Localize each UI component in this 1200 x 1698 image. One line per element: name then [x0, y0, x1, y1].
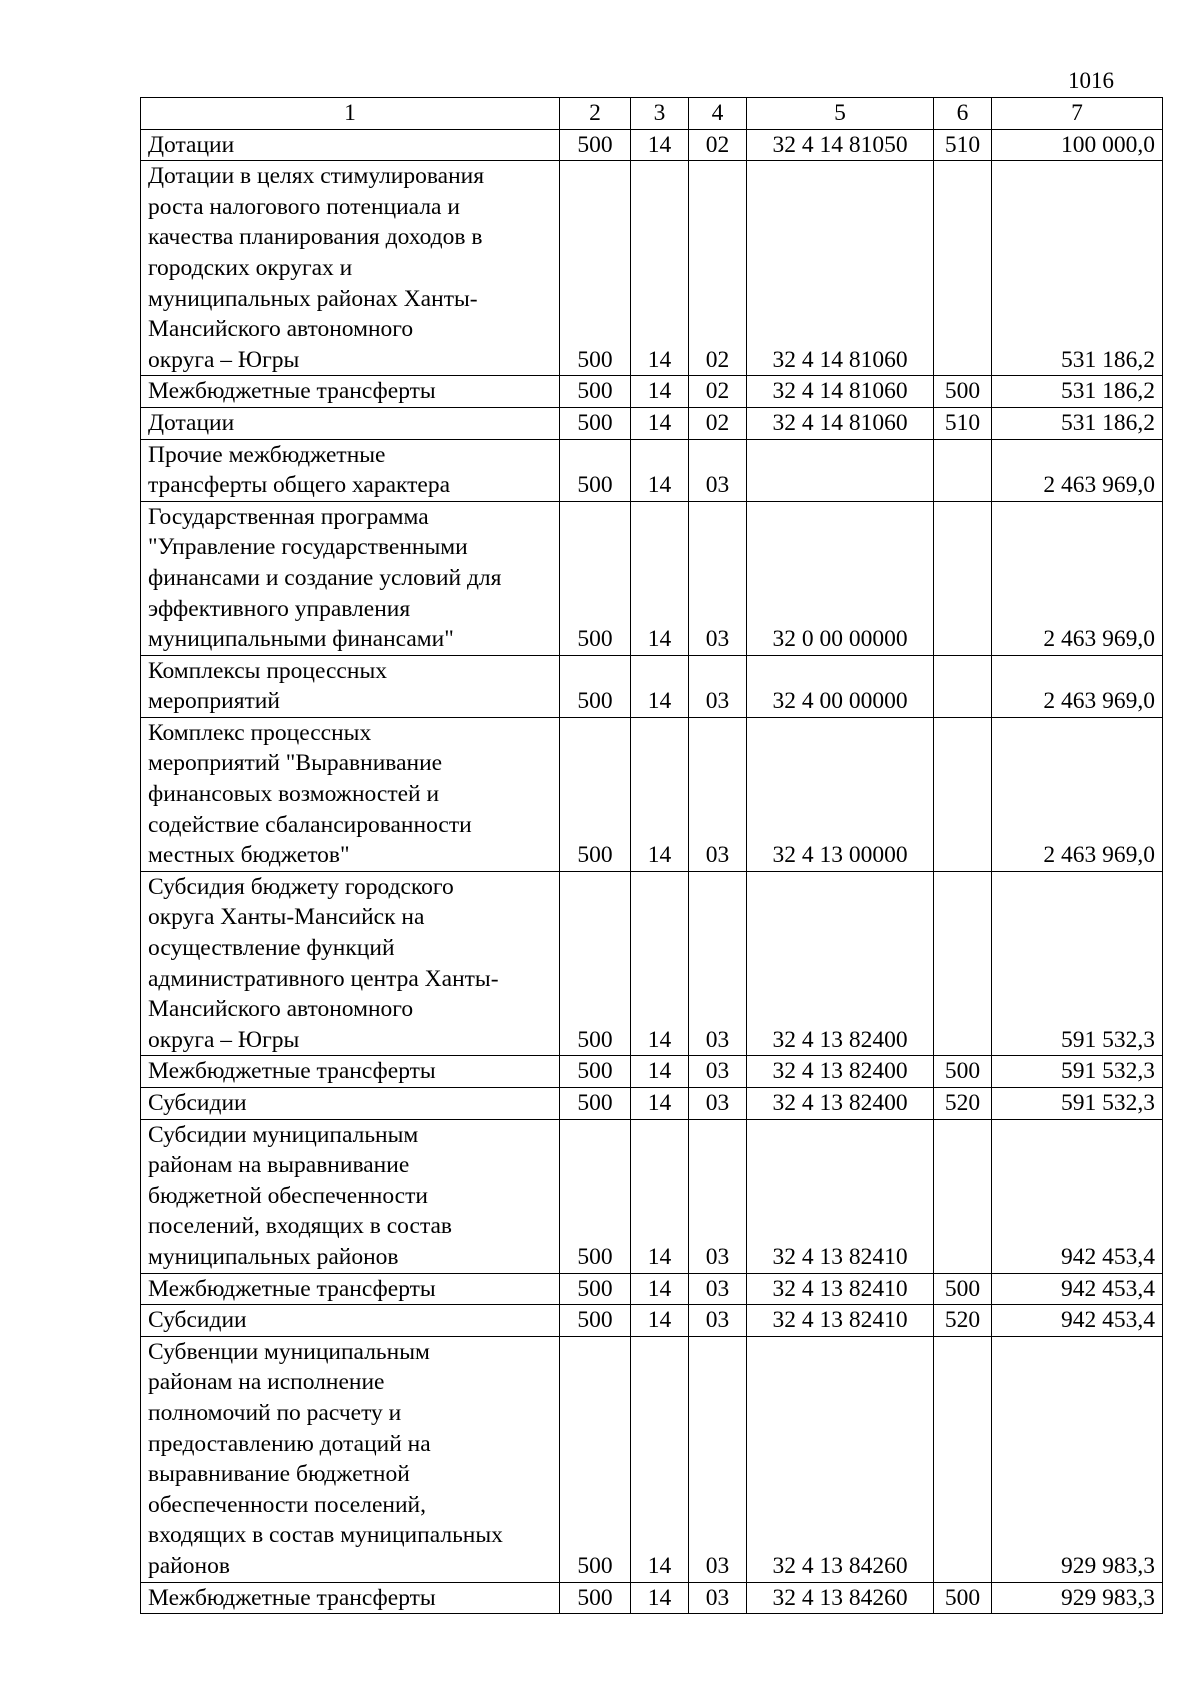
cell-col-2: 500: [560, 717, 631, 871]
cell-col-5: 32 4 13 82400: [747, 871, 934, 1056]
cell-col-3: 14: [631, 1305, 689, 1337]
cell-col-5: 32 0 00 00000: [747, 501, 934, 655]
cell-col-5: 32 4 00 00000: [747, 655, 934, 717]
cell-col-7: 929 983,3: [992, 1582, 1163, 1614]
cell-col-2: 500: [560, 871, 631, 1056]
cell-col-4: 03: [689, 1056, 747, 1088]
cell-name: Межбюджетные трансферты: [141, 1582, 560, 1614]
cell-col-7: 531 186,2: [992, 376, 1163, 408]
cell-name: Государственная программа "Управление государственными финансами и создание условий для эффективного управления муниципальными финансами": [141, 501, 560, 655]
page-number: 1016: [1068, 68, 1114, 93]
table-body: [141, 129, 1163, 1614]
cell-col-2: 500: [560, 129, 631, 161]
cell-col-2: 500: [560, 407, 631, 439]
cell-name: Межбюджетные трансферты: [141, 1056, 560, 1088]
cell-col-2: 500: [560, 1056, 631, 1088]
cell-col-3: 14: [631, 129, 689, 161]
cell-col-3: 14: [631, 717, 689, 871]
cell-col-7: 2 463 969,0: [992, 655, 1163, 717]
table-row: [141, 1273, 1163, 1305]
cell-col-7: 942 453,4: [992, 1305, 1163, 1337]
cell-col-7: 942 453,4: [992, 1119, 1163, 1273]
cell-col-2: 500: [560, 1582, 631, 1614]
cell-col-7: 100 000,0: [992, 129, 1163, 161]
cell-name: Дотации: [141, 407, 560, 439]
cell-col-4: 03: [689, 1273, 747, 1305]
cell-col-4: 03: [689, 1088, 747, 1120]
cell-col-2: 500: [560, 1305, 631, 1337]
cell-col-6: [934, 1119, 992, 1273]
cell-col-2: 500: [560, 501, 631, 655]
table-row: [141, 161, 1163, 376]
cell-col-6: [934, 501, 992, 655]
cell-name: Прочие межбюджетные трансферты общего характера: [141, 439, 560, 501]
cell-name: Субвенции муниципальным районам на исполнение полномочий по расчету и предоставлению дотаций на выравнивание бюджетной обеспеченности поселений, входящих в состав муниципальных районов: [141, 1336, 560, 1582]
cell-col-3: 14: [631, 439, 689, 501]
table-row: [141, 717, 1163, 871]
cell-col-7: 929 983,3: [992, 1336, 1163, 1582]
cell-col-4: 03: [689, 1305, 747, 1337]
table-row: [141, 407, 1163, 439]
cell-col-5: [747, 439, 934, 501]
cell-name: Дотации: [141, 129, 560, 161]
cell-col-7: 591 532,3: [992, 1056, 1163, 1088]
cell-col-6: 510: [934, 407, 992, 439]
cell-name: Субсидии: [141, 1305, 560, 1337]
cell-col-3: 14: [631, 1119, 689, 1273]
cell-col-5: 32 4 13 82400: [747, 1056, 934, 1088]
cell-col-4: 03: [689, 1582, 747, 1614]
cell-col-5: 32 4 13 82400: [747, 1088, 934, 1120]
cell-col-5: 32 4 14 81050: [747, 129, 934, 161]
table-row: [141, 1336, 1163, 1582]
cell-col-3: 14: [631, 1056, 689, 1088]
table-row: [141, 1305, 1163, 1337]
column-header: 5: [747, 98, 934, 130]
cell-col-6: [934, 717, 992, 871]
cell-col-6: 500: [934, 376, 992, 408]
cell-col-6: 510: [934, 129, 992, 161]
cell-col-7: 531 186,2: [992, 407, 1163, 439]
cell-col-2: 500: [560, 655, 631, 717]
cell-col-5: 32 4 13 00000: [747, 717, 934, 871]
table-row: [141, 655, 1163, 717]
cell-col-4: 03: [689, 717, 747, 871]
cell-col-7: 2 463 969,0: [992, 439, 1163, 501]
cell-col-6: [934, 871, 992, 1056]
cell-col-4: 02: [689, 161, 747, 376]
cell-col-6: [934, 161, 992, 376]
cell-col-3: 14: [631, 1336, 689, 1582]
cell-col-5: 32 4 14 81060: [747, 376, 934, 408]
column-header: 2: [560, 98, 631, 130]
table-row: [141, 1119, 1163, 1273]
cell-col-4: 02: [689, 376, 747, 408]
cell-col-4: 03: [689, 439, 747, 501]
cell-col-3: 14: [631, 1273, 689, 1305]
cell-col-3: 14: [631, 1582, 689, 1614]
cell-col-5: 32 4 14 81060: [747, 407, 934, 439]
cell-name: Дотации в целях стимулирования роста налогового потенциала и качества планирования доходов в городских округах и муниципальных районах Ханты- Мансийского автономного округа – Югры: [141, 161, 560, 376]
cell-col-7: 591 532,3: [992, 871, 1163, 1056]
cell-name: Субсидия бюджету городского округа Ханты-Мансийск на осуществление функций административного центра Ханты- Мансийского автономного округа – Югры: [141, 871, 560, 1056]
column-header: 1: [141, 98, 560, 130]
cell-col-3: 14: [631, 376, 689, 408]
table-row: [141, 376, 1163, 408]
column-header: 4: [689, 98, 747, 130]
table-row: [141, 129, 1163, 161]
header-row: [141, 98, 1163, 130]
cell-col-5: 32 4 13 82410: [747, 1305, 934, 1337]
cell-name: Межбюджетные трансферты: [141, 376, 560, 408]
cell-col-3: 14: [631, 161, 689, 376]
cell-col-2: 500: [560, 1273, 631, 1305]
cell-col-2: 500: [560, 1336, 631, 1582]
cell-col-3: 14: [631, 871, 689, 1056]
column-header: 6: [934, 98, 992, 130]
cell-name: Комплекс процессных мероприятий "Выравнивание финансовых возможностей и содействие сбалансированности местных бюджетов": [141, 717, 560, 871]
cell-col-6: 500: [934, 1273, 992, 1305]
cell-col-4: 02: [689, 407, 747, 439]
cell-col-6: 500: [934, 1582, 992, 1614]
cell-col-7: 942 453,4: [992, 1273, 1163, 1305]
cell-col-6: [934, 1336, 992, 1582]
cell-col-7: 531 186,2: [992, 161, 1163, 376]
cell-col-2: 500: [560, 161, 631, 376]
cell-col-6: [934, 439, 992, 501]
cell-col-5: 32 4 13 82410: [747, 1273, 934, 1305]
column-header: 7: [992, 98, 1163, 130]
cell-col-5: 32 4 14 81060: [747, 161, 934, 376]
column-header: 3: [631, 98, 689, 130]
cell-col-3: 14: [631, 1088, 689, 1120]
cell-col-6: 520: [934, 1305, 992, 1337]
table-row: [141, 439, 1163, 501]
cell-col-6: 500: [934, 1056, 992, 1088]
table-row: [141, 1582, 1163, 1614]
cell-col-3: 14: [631, 655, 689, 717]
cell-name: Межбюджетные трансферты: [141, 1273, 560, 1305]
table-row: [141, 1056, 1163, 1088]
cell-col-6: [934, 655, 992, 717]
cell-name: Субсидии муниципальным районам на выравнивание бюджетной обеспеченности поселений, входящих в состав муниципальных районов: [141, 1119, 560, 1273]
table-row: [141, 1088, 1163, 1120]
table-row: [141, 501, 1163, 655]
cell-col-4: 03: [689, 871, 747, 1056]
cell-col-4: 03: [689, 655, 747, 717]
cell-col-7: 2 463 969,0: [992, 717, 1163, 871]
cell-col-3: 14: [631, 407, 689, 439]
cell-col-7: 591 532,3: [992, 1088, 1163, 1120]
cell-col-5: 32 4 13 84260: [747, 1336, 934, 1582]
cell-col-5: 32 4 13 84260: [747, 1582, 934, 1614]
budget-table: [140, 97, 1163, 1614]
cell-col-4: 03: [689, 1336, 747, 1582]
cell-name: Комплексы процессных мероприятий: [141, 655, 560, 717]
cell-name: Субсидии: [141, 1088, 560, 1120]
cell-col-4: 03: [689, 1119, 747, 1273]
cell-col-2: 500: [560, 1119, 631, 1273]
cell-col-2: 500: [560, 439, 631, 501]
cell-col-2: 500: [560, 376, 631, 408]
cell-col-2: 500: [560, 1088, 631, 1120]
cell-col-6: 520: [934, 1088, 992, 1120]
cell-col-7: 2 463 969,0: [992, 501, 1163, 655]
table-row: [141, 871, 1163, 1056]
cell-col-3: 14: [631, 501, 689, 655]
cell-col-4: 03: [689, 501, 747, 655]
cell-col-5: 32 4 13 82410: [747, 1119, 934, 1273]
cell-col-4: 02: [689, 129, 747, 161]
